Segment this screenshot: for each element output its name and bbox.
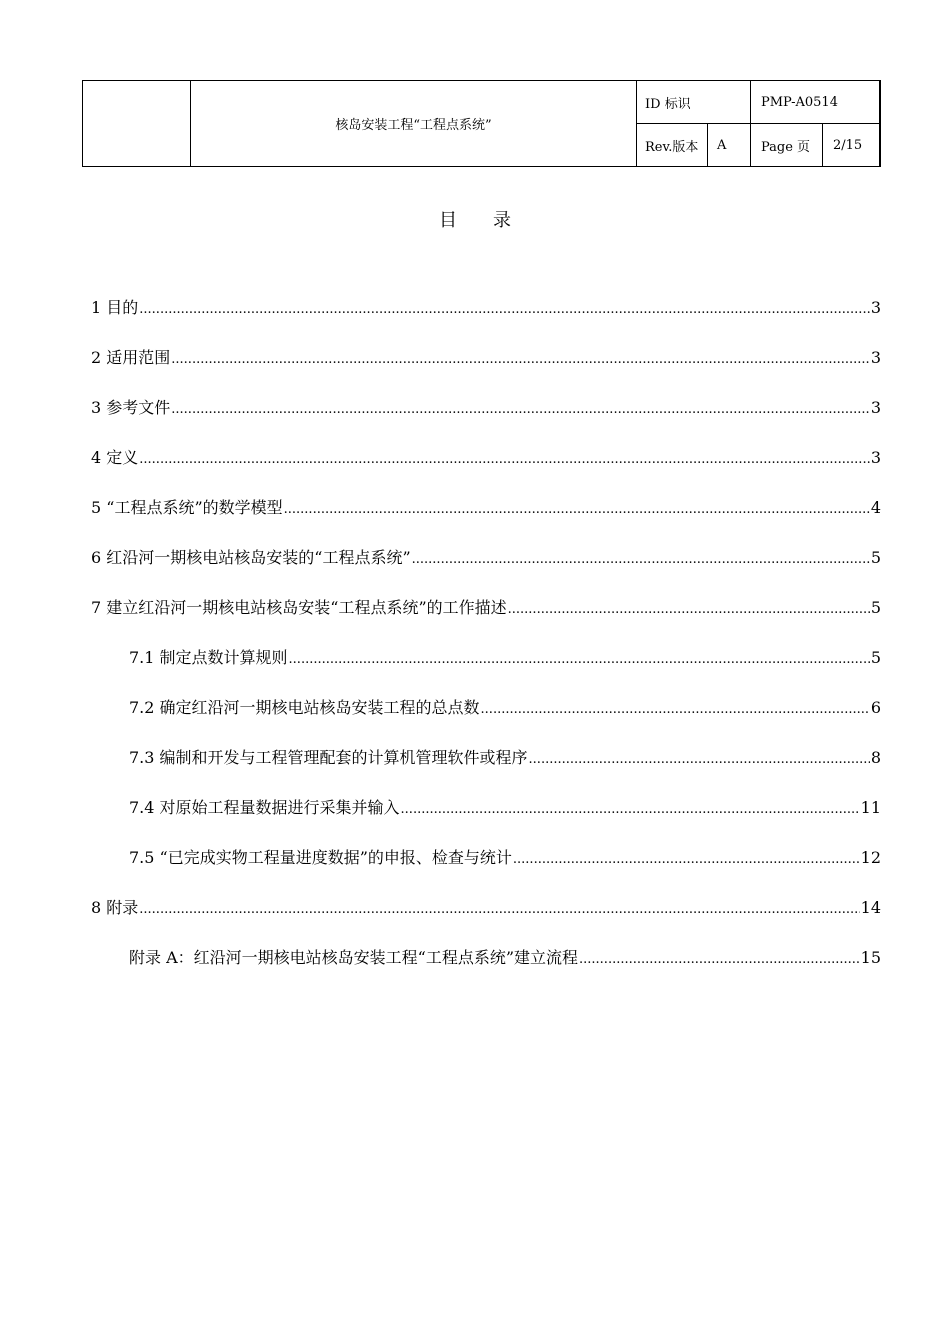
toc-entry[interactable] xyxy=(129,745,881,769)
toc-entry[interactable] xyxy=(91,345,881,369)
toc-entry-label: 附录 A：红沿河一期核电站核岛安装工程“工程点系统”建立流程 xyxy=(129,948,579,967)
toc-leader-dots xyxy=(529,748,870,767)
toc-entry[interactable] xyxy=(91,895,881,919)
toc-entry-label: 8 附录 xyxy=(91,898,139,917)
logo-cell xyxy=(83,81,191,166)
id-value: PMP-A0514 xyxy=(751,81,880,124)
toc-entry[interactable] xyxy=(91,495,881,519)
toc-entry-label: 6 红沿河一期核电站核岛安装的“工程点系统” xyxy=(91,548,411,567)
toc-entry-page: 11 xyxy=(860,798,881,817)
toc-entry-page: 3 xyxy=(870,348,881,367)
toc-leader-dots xyxy=(412,548,870,567)
toc-leader-dots xyxy=(513,848,860,867)
toc-entry[interactable] xyxy=(129,845,881,869)
toc-entry[interactable] xyxy=(91,595,881,619)
toc-entry[interactable] xyxy=(91,545,881,569)
toc-entry-label: 7.2 确定红沿河一期核电站核岛安装工程的总点数 xyxy=(129,698,480,717)
toc-entry[interactable] xyxy=(129,795,881,819)
toc-leader-dots xyxy=(139,448,870,467)
toc-entry-page: 5 xyxy=(870,598,881,617)
toc-entry-page: 8 xyxy=(870,748,881,767)
toc-entry[interactable] xyxy=(91,395,881,419)
toc-leader-dots xyxy=(171,348,870,367)
toc-leader-dots xyxy=(508,598,870,617)
toc-heading: 目录 xyxy=(439,210,547,231)
toc-entry-page: 12 xyxy=(860,848,881,867)
document-header-table xyxy=(82,80,881,167)
toc-entry-label: 7.5 “已完成实物工程量进度数据”的申报、检查与统计 xyxy=(129,848,512,867)
toc-entry-label: 1 目的 xyxy=(91,298,139,317)
toc-leader-dots xyxy=(401,798,860,817)
toc-entry-page: 5 xyxy=(870,548,881,567)
toc-leader-dots xyxy=(284,498,870,517)
toc-entry-page: 14 xyxy=(860,898,881,917)
toc-entry-label: 2 适用范围 xyxy=(91,348,171,367)
toc-leader-dots xyxy=(289,648,870,667)
toc-entry-page: 4 xyxy=(870,498,881,517)
document-title: 核岛安装工程“工程点系统” xyxy=(191,81,637,166)
toc-entry-page: 15 xyxy=(860,948,881,967)
toc-leader-dots xyxy=(579,948,860,967)
toc-entry-page: 3 xyxy=(870,298,881,317)
revision-label: Rev.版本 xyxy=(637,124,708,166)
toc-entry-page: 3 xyxy=(870,448,881,467)
toc-entry[interactable] xyxy=(129,695,881,719)
toc-leader-dots xyxy=(139,298,870,317)
toc-entry-label: 7.4 对原始工程量数据进行采集并输入 xyxy=(129,798,400,817)
toc-entry-label: 3 参考文件 xyxy=(91,398,171,417)
toc-entry-label: 7.1 制定点数计算规则 xyxy=(129,648,288,667)
toc-entry-page: 6 xyxy=(870,698,881,717)
toc-entry-page: 3 xyxy=(870,398,881,417)
toc-entry-label: 5 “工程点系统”的数学模型 xyxy=(91,498,283,517)
toc-leader-dots xyxy=(139,898,859,917)
page-number: 2/15 xyxy=(833,137,863,153)
toc-leader-dots xyxy=(481,698,870,717)
toc-entry[interactable] xyxy=(129,945,881,969)
toc-leader-dots xyxy=(171,398,870,417)
toc-entry[interactable] xyxy=(91,295,881,319)
toc-entry-page: 5 xyxy=(870,648,881,667)
toc-entry[interactable] xyxy=(91,445,881,469)
page-label: Page 页 xyxy=(751,124,823,166)
toc-entry-label: 7 建立红沿河一期核电站核岛安装“工程点系统”的工作描述 xyxy=(91,598,507,617)
revision-value: A xyxy=(708,124,751,166)
toc-entry-label: 7.3 编制和开发与工程管理配套的计算机管理软件或程序 xyxy=(129,748,528,767)
toc-entry[interactable] xyxy=(129,645,881,669)
toc-entry-label: 4 定义 xyxy=(91,448,139,467)
id-label: ID 标识 xyxy=(637,81,751,124)
